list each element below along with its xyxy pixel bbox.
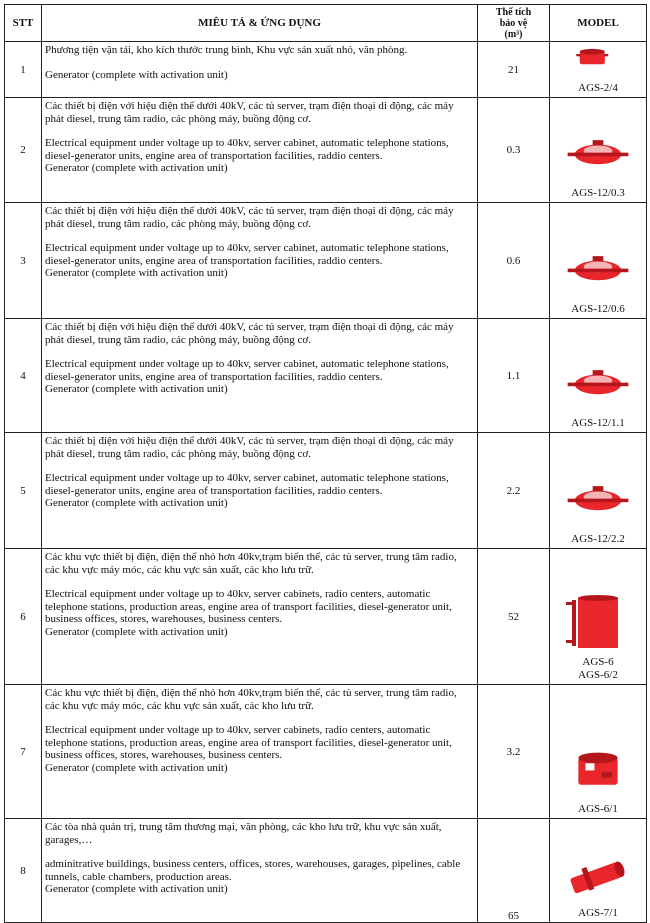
description-generator: Generator (complete with activation unit) xyxy=(45,625,228,638)
row-description xyxy=(42,98,478,203)
red-generator-icon xyxy=(558,363,638,413)
row-model xyxy=(550,42,647,98)
description-generator: Generator (complete with activation unit) xyxy=(45,267,228,279)
description-vi: Các thiết bị điện với hiệu điện thế dưới 40kV, các tủ server, trạm điện thoại di động, các máy phát diesel, trung tâm radio, các phòng máy, buồng động cơ. xyxy=(45,321,454,346)
row-description xyxy=(42,549,478,685)
header-stt: STT xyxy=(5,5,42,42)
row-number: 3 xyxy=(5,203,42,319)
row-volume: 0.6 xyxy=(478,203,550,319)
description-generator: Generator (complete with activation unit) xyxy=(45,883,228,895)
red-generator-icon xyxy=(558,133,638,183)
red-cylinder-icon xyxy=(558,592,638,652)
model-label: AGS-12/0.3 xyxy=(571,187,625,199)
red-generator-icon xyxy=(558,479,638,529)
description-en: adminitrative buildings, business centers, offices, stores, warehouses, garages, pipelines, cable tunnels, cable chambers, production areas. xyxy=(45,858,461,883)
row-volume: 21 xyxy=(478,42,550,98)
table-row xyxy=(5,98,647,203)
row-model xyxy=(550,98,647,203)
row-number: 5 xyxy=(5,433,42,549)
description-en: Electrical equipment under voltage up to 40kv, server cabinets, radio centers, automatic telephone stations, production areas, engine area of transport facilities, diesel-generator unit, business offices, stores, warehouses, business centers. xyxy=(45,588,452,625)
row-description xyxy=(42,685,478,819)
description-en: Electrical equipment under voltage up to 40kv, server cabinet, automatic telephone stations, diesel-generator units, engine area of transportation facilities, raddio centers. xyxy=(45,472,449,497)
header-volume-line1: Thể tích xyxy=(495,6,532,18)
model-label: AGS-12/2.2 xyxy=(571,533,625,545)
row-description xyxy=(42,42,478,98)
row-volume: 0.3 xyxy=(478,98,550,203)
row-description xyxy=(42,319,478,433)
model-label: AGS-6/1 xyxy=(578,803,618,815)
description-vi: Các khu vực thiết bị điện, điện thế nhỏ hơn 40kv,trạm biến thế, các tủ server, trung tâm radio, các khu vực máy móc, các khu vực sản xuất, các kho lưu trữ. xyxy=(45,551,457,576)
row-model xyxy=(550,433,647,549)
description-en: Electrical equipment under voltage up to 40kv, server cabinets, radio centers, automatic telephone stations, production areas, engine area of transport facilities, diesel-generator unit, business offices, stores, warehouses, business centers. xyxy=(45,724,452,761)
description-vi: Các thiết bị điện với hiệu điện thế dưới 40kV, các tủ server, trạm điện thoại di động, các máy phát diesel, trung tâm radio, các phòng máy, buồng động cơ. xyxy=(45,435,454,460)
model-label: AGS-12/1.1 xyxy=(571,417,625,429)
table-row xyxy=(5,203,647,319)
model-label: AGS-7/1 xyxy=(578,907,618,919)
model-label: AGS-12/0.6 xyxy=(571,303,625,315)
table-row xyxy=(5,319,647,433)
table-row xyxy=(5,549,647,685)
table-row xyxy=(5,433,647,549)
description-generator: Generator (complete with activation unit) xyxy=(45,68,228,81)
row-volume: 2.2 xyxy=(478,433,550,549)
description-generator: Generator (complete with activation unit) xyxy=(45,761,228,774)
row-model xyxy=(550,685,647,819)
header-model: MODEL xyxy=(550,5,647,42)
row-model xyxy=(550,819,647,923)
model-label: AGS-2/4 xyxy=(578,82,618,94)
row-description xyxy=(42,433,478,549)
row-volume: 3.2 xyxy=(478,685,550,819)
description-vi: Các tòa nhà quản trị, trung tâm thương mại, văn phòng, các kho lưu trữ, khu vực sản xuất, garages,… xyxy=(45,821,442,846)
row-volume: 65 xyxy=(478,819,550,923)
row-number: 7 xyxy=(5,685,42,819)
red-generator-icon xyxy=(558,249,638,299)
table-row xyxy=(5,685,647,819)
row-volume: 52 xyxy=(478,549,550,685)
description-vi: Các thiết bị điện với hiệu điện thế dưới 40kV, các tủ server, trạm điện thoại di động, các máy phát diesel, trung tâm radio, các phòng máy, buồng động cơ. xyxy=(45,100,454,125)
row-description xyxy=(42,819,478,923)
description-generator: Generator (complete with activation unit) xyxy=(45,162,228,174)
row-number: 2 xyxy=(5,98,42,203)
table-row xyxy=(5,819,647,923)
table-row xyxy=(5,42,647,98)
row-number: 4 xyxy=(5,319,42,433)
row-number: 1 xyxy=(5,42,42,98)
row-volume: 1.1 xyxy=(478,319,550,433)
description-vi: Các khu vực thiết bị điện, điện thế nhỏ hơn 40kv,trạm biến thế, các tủ server, trung tâm radio, các khu vực máy móc, các khu vực sản xuất, các kho lưu trữ. xyxy=(45,687,457,712)
row-description xyxy=(42,203,478,319)
description-vi: Phương tiện vận tải, kho kích thước trung bình, Khu vực sản xuất nhỏ, văn phòng. xyxy=(45,44,408,56)
header-volume xyxy=(478,5,550,42)
row-model xyxy=(550,319,647,433)
row-model xyxy=(550,549,647,685)
row-model xyxy=(550,203,647,319)
header-description: MIÊU TẢ & ỨNG DỤNG xyxy=(42,5,478,42)
header-volume-line2: bảo vệ xyxy=(499,17,528,29)
description-vi: Các thiết bị điện với hiệu điện thế dưới 40kV, các tủ server, trạm điện thoại di động, các máy phát diesel, trung tâm radio, các phòng máy, buồng động cơ. xyxy=(45,205,454,230)
red-canister-icon xyxy=(568,46,628,78)
description-generator: Generator (complete with activation unit) xyxy=(45,383,228,395)
red-tube-icon xyxy=(558,853,638,903)
row-number: 8 xyxy=(5,819,42,923)
header-row xyxy=(5,5,647,42)
model-label: AGS-6/2 xyxy=(578,669,618,681)
row-number: 6 xyxy=(5,549,42,685)
product-table xyxy=(4,4,647,923)
header-volume-line3: (m³) xyxy=(504,28,523,40)
description-en: Electrical equipment under voltage up to 40kv, server cabinet, automatic telephone stations, diesel-generator units, engine area of transportation facilities, raddio centers. xyxy=(45,358,449,383)
description-en: Electrical equipment under voltage up to 40kv, server cabinet, automatic telephone stations, diesel-generator units, engine area of transportation facilities, raddio centers. xyxy=(45,137,449,162)
model-label: AGS-6 xyxy=(582,656,614,668)
description-generator: Generator (complete with activation unit) xyxy=(45,497,228,509)
description-en: Electrical equipment under voltage up to 40kv, server cabinet, automatic telephone stations, diesel-generator units, engine area of transportation facilities, raddio centers. xyxy=(45,242,449,267)
red-drum-icon xyxy=(558,749,638,799)
